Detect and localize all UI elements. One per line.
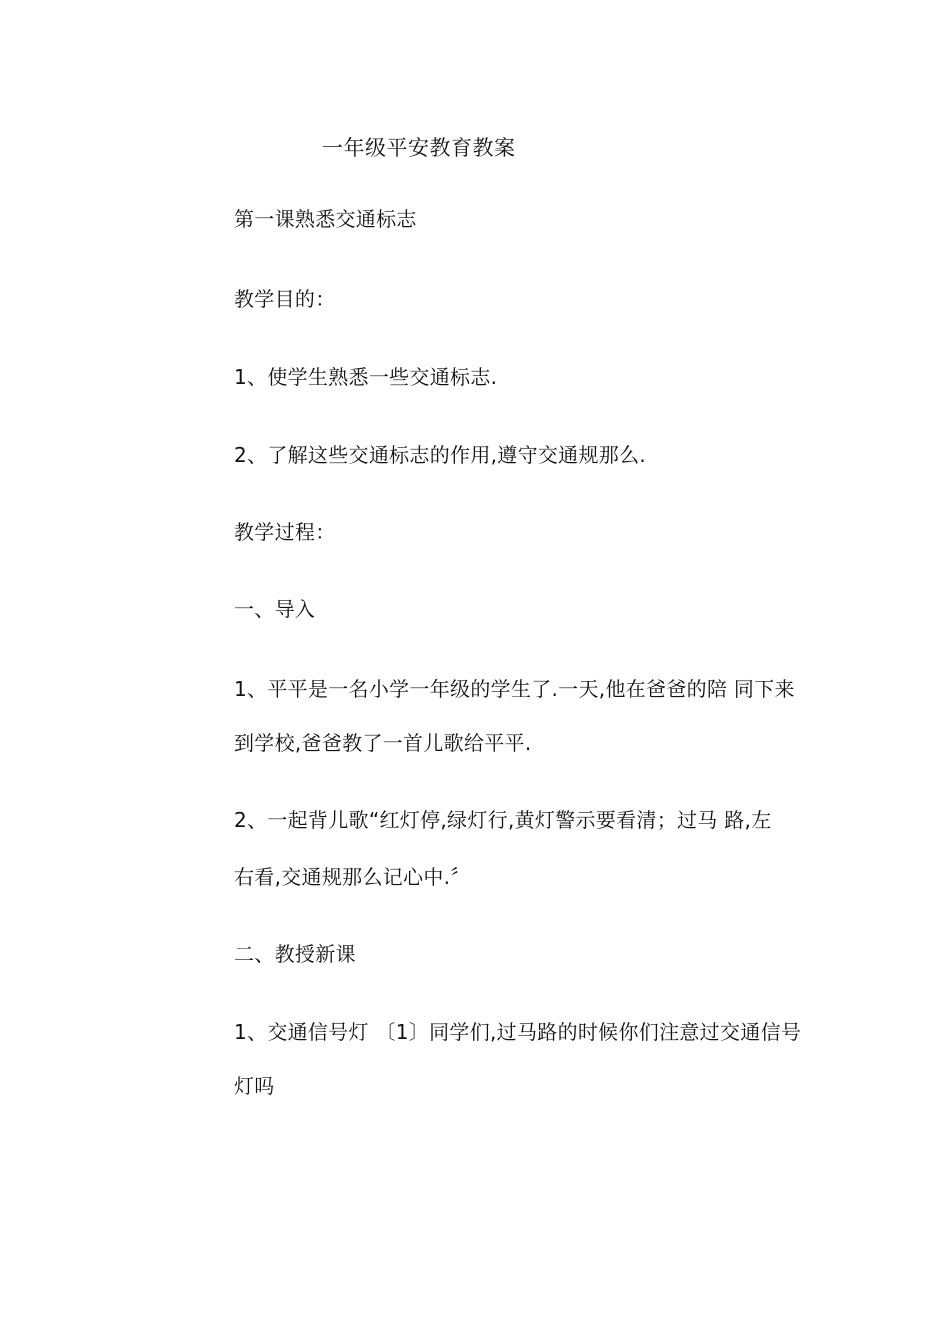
section-heading: 二、教授新课	[234, 942, 356, 966]
objectives-heading: 教学目的：	[234, 287, 336, 311]
lesson-title: 第一课熟悉交通标志	[234, 207, 417, 231]
paragraph-line: 到学校,爸爸教了一首儿歌给平平.	[234, 731, 532, 755]
paragraph-line: 2、一起背儿歌“红灯停,绿灯行,黄灯警示要看清；过马 路,左	[234, 808, 772, 832]
paragraph-line: 1、平平是一名小学一年级的学生了.一天,他在爸爸的陪 同下来	[234, 677, 795, 701]
section-heading: 一、导入	[234, 597, 316, 621]
document-title: 一年级平安教育教案	[322, 136, 516, 160]
objective-item: 2、了解这些交通标志的作用,遵守交通规那么.	[234, 443, 647, 467]
objective-item: 1、使学生熟悉一些交通标志.	[234, 365, 498, 389]
paragraph-line: 右看,交通规那么记心中.〞	[234, 865, 471, 889]
paragraph-line: 1、交通信号灯 〔1〕同学们,过马路的时候你们注意过交通信号	[234, 1020, 802, 1044]
paragraph-line: 灯吗	[234, 1074, 275, 1098]
process-heading: 教学过程：	[234, 520, 336, 544]
